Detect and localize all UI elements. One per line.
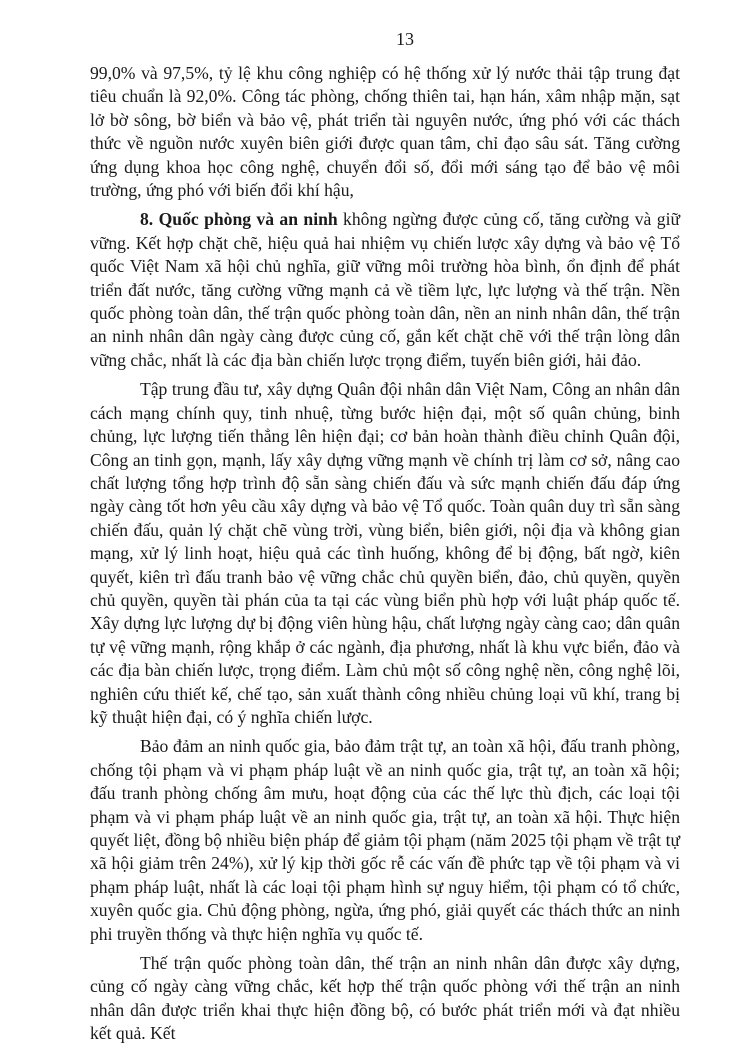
paragraph-national-security: Bảo đảm an ninh quốc gia, bảo đảm trật tự, an toàn xã hội, đấu tranh phòng, chống tội phạm và vi phạm pháp luật về an ninh quốc gia, trật tự, an toàn xã hội; đấu tranh phòng chống âm mưu, hoạt động của các thế lực thù địch, các loại tội phạm và vi phạm pháp luật về an ninh quốc gia, trật tự, an toàn xã hội. Thực hiện quyết liệt, đồng bộ nhiều biện pháp để giảm tội phạm (năm 2025 tội phạm về trật tự xã hội giảm trên 24%), xử lý kịp thời gốc rễ các vấn đề phức tạp về tội phạm và vi phạm pháp luật, nhất là các loại tội phạm hình sự nguy hiểm, tội phạm có tổ chức, xuyên quốc gia. Chủ động phòng, ngừa, ứng phó, giải quyết các thách thức an ninh phi truyền thống và thực hiện nghĩa vụ quốc tế. — [90, 736, 681, 944]
paragraph-defense-security — [90, 208, 680, 372]
paragraph-defense-security-body: không ngừng được củng cố, tăng cường và giữ vững. Kết hợp chặt chẽ, hiệu quả hai nhiệm vụ chiến lược xây dựng và bảo vệ Tổ quốc Việt Nam xã hội chủ nghĩa, giữ vững môi trường hòa bình, ổn định để phát triển đất nước, tăng cường vững mạnh cả về tiềm lực, lực lượng và thế trận. Nền quốc phòng toàn dân, thế trận quốc phòng toàn dân, nền an ninh nhân dân, thế trận an ninh nhân dân ngày càng được củng cố, gắn kết chặt chẽ với thế trận lòng dân vững chắc, nhất là các địa bàn chiến lược trọng điểm, tuyến biên giới, hải đảo. — [90, 209, 680, 370]
paragraph-defense-posture: Thế trận quốc phòng toàn dân, thế trận an ninh nhân dân được xây dựng, củng cố ngày càng vững chắc, kết hợp thế trận quốc phòng với thế trận an ninh nhân dân được triển khai thực hiện đồng bộ, có bước phát triển mới và đạt nhiều kết quả. Kết — [90, 953, 680, 1044]
page-number: 13 — [396, 29, 414, 49]
paragraph-army-police: Tập trung đầu tư, xây dựng Quân đội nhân dân Việt Nam, Công an nhân dân cách mạng chính quy, tinh nhuệ, từng bước hiện đại, một số quân chủng, binh chủng, lực lượng tiến thẳng lên hiện đại; cơ bản hoàn thành điều chỉnh Quân đội, Công an tinh gọn, mạnh, lấy xây dựng vững mạnh về chính trị làm cơ sở, nâng cao chất lượng tổng hợp trình độ sẵn sàng chiến đấu và sức mạnh chiến đấu đáp ứng ngày càng tốt hơn yêu cầu xây dựng và bảo vệ Tổ quốc. Toàn quân duy trì sẵn sàng chiến đấu, quản lý chặt chẽ vùng trời, vùng biển, biên giới, nội địa và không gian mạng, xử lý linh hoạt, hiệu quả các tình huống, không để bị động, bất ngờ, kiên quyết, kiên trì đấu tranh bảo vệ vững chắc chủ quyền biển, đảo, chủ quyền, quyền chủ quyền, quyền tài phán của ta tại các vùng biển phù hợp với luật pháp quốc tế. Xây dựng lực lượng dự bị động viên hùng hậu, chất lượng ngày càng cao; dân quân tự vệ vững mạnh, rộng khắp ở các ngành, địa phương, nhất là khu vực biển, đảo và các địa bàn chiến lược, trọng điểm. Làm chủ một số công nghệ nền, công nghệ lõi, nghiên cứu thiết kế, chế tạo, sản xuất thành công nhiều chủng loại vũ khí, trang bị kỹ thuật hiện đại, có ý nghĩa chiến lược. — [90, 379, 680, 727]
paragraph-environment: 99,0% và 97,5%, tỷ lệ khu công nghiệp có hệ thống xử lý nước thải tập trung đạt tiêu chuẩn là 92,0%. Công tác phòng, chống thiên tai, hạn hán, xâm nhập mặn, sạt lở bờ sông, bờ biển và bảo vệ, phát triển tài nguyên nước, ứng phó với các thách thức về nguồn nước xuyên biên giới được quan tâm, chỉ đạo sâu sát. Tăng cường ứng dụng khoa học công nghệ, chuyển đổi số, đổi mới sáng tạo để bảo vệ môi trường, ứng phó với biến đổi khí hậu, — [90, 63, 680, 201]
section-heading-defense-security: 8. Quốc phòng và an ninh — [140, 209, 338, 230]
